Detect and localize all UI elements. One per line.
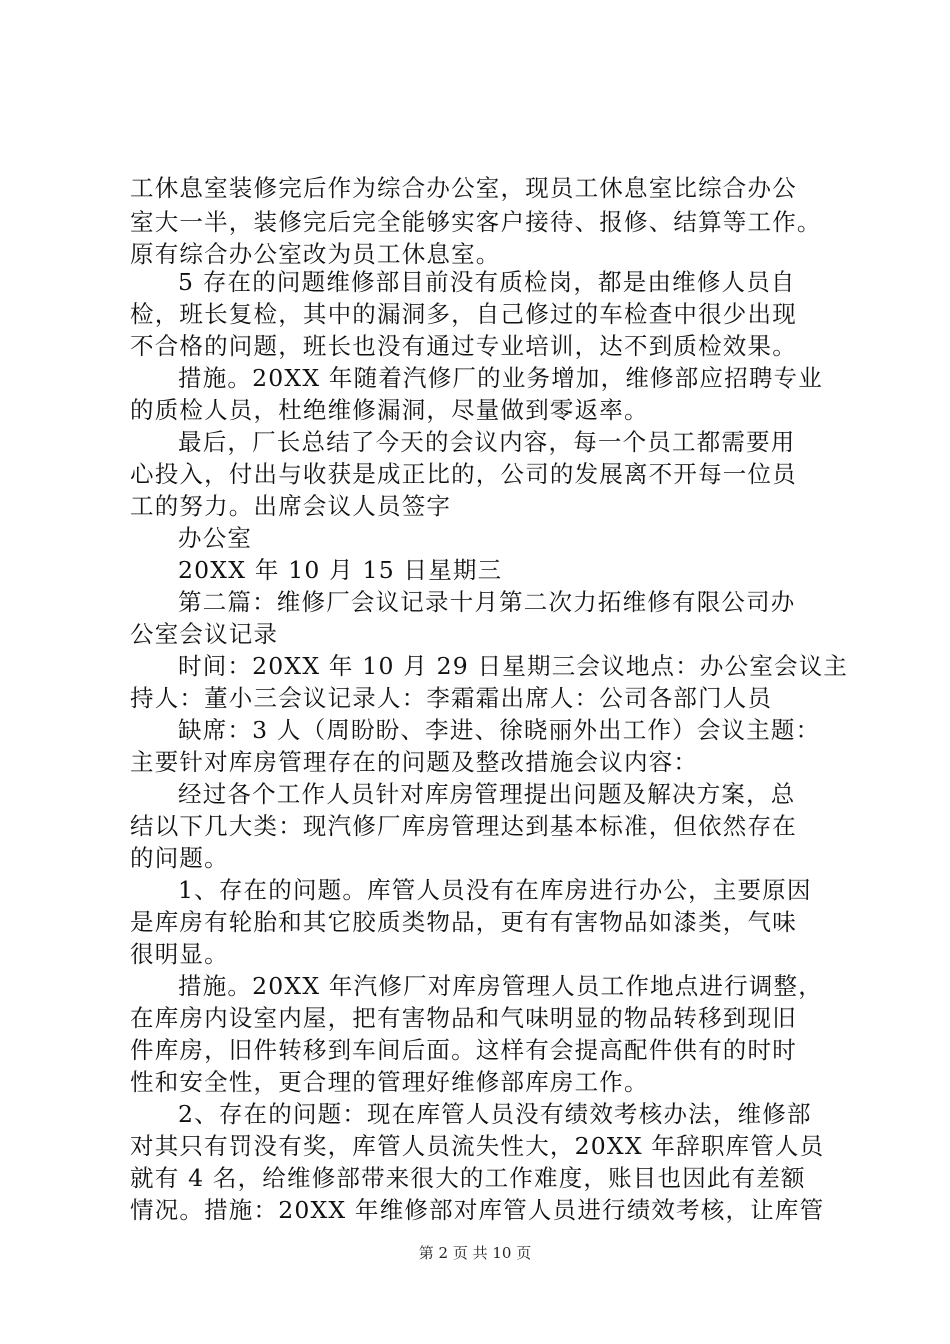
text-line: 在库房内设室内屋，把有害物品和气味明显的物品转移到现旧	[130, 1004, 797, 1032]
page-number: 第 2 页 共 10 页	[418, 1244, 532, 1262]
text-line: 结以下几大类：现汽修厂库房管理达到基本标准，但依然存在	[130, 812, 797, 840]
text-line: 措施。20XX 年汽修厂对库房管理人员工作地点进行调整，	[178, 972, 823, 1000]
text-line: 就有 4 名，给维修部带来很大的工作难度，账目也因此有差额	[130, 1164, 806, 1192]
text-line: 5 存在的问题维修部目前没有质检岗，都是由维修人员自	[178, 268, 796, 296]
text-line: 的问题。	[130, 844, 229, 872]
text-line: 情况。措施：20XX 年维修部对库管人员进行绩效考核，让库管	[130, 1196, 825, 1224]
text-line: 主要针对库房管理存在的问题及整改措施会议内容：	[130, 748, 699, 776]
text-line: 措施。20XX 年随着汽修厂的业务增加，维修部应招聘专业	[178, 364, 823, 392]
text-line: 很明显。	[130, 940, 229, 968]
text-line: 最后，厂长总结了今天的会议内容，每一个员工都需要用	[178, 428, 796, 456]
text-line: 时间：20XX 年 10 月 29 日星期三会议地点：办公室会议主	[178, 652, 849, 680]
text-line: 对其只有罚没有奖，库管人员流失性大，20XX 年辞职库管人员	[130, 1132, 825, 1160]
text-line: 的质检人员，杜绝维修漏洞，尽量做到零返率。	[130, 396, 649, 424]
text-line: 1、存在的问题。库管人员没有在库房进行办公，主要原因	[178, 876, 812, 904]
text-line: 性和安全性，更合理的管理好维修部库房工作。	[130, 1068, 649, 1096]
text-line: 经过各个工作人员针对库房管理提出问题及解决方案，总	[178, 780, 796, 808]
text-line: 不合格的问题，班长也没有通过专业培训，达不到质检效果。	[130, 332, 797, 360]
text-line: 工休息室装修完后作为综合办公室，现员工休息室比综合办公	[130, 174, 797, 202]
text-line: 办公室	[178, 524, 253, 552]
text-line: 20XX 年 10 月 15 日星期三	[178, 556, 503, 584]
text-line: 工的努力。出席会议人员签字	[130, 492, 452, 520]
text-line: 2、存在的问题：现在库管人员没有绩效考核办法，维修部	[178, 1100, 812, 1128]
section-heading: 第二篇：维修厂会议记录十月第二次力拓维修有限公司办	[178, 588, 796, 616]
text-line: 心投入，付出与收获是成正比的，公司的发展离不开每一位员	[130, 460, 797, 488]
text-line: 件库房，旧件转移到车间后面。这样有会提高配件供有的时时	[130, 1036, 797, 1064]
text-line: 缺席：3 人（周盼盼、李进、徐晓丽外出工作）会议主题：	[178, 716, 821, 744]
text-line: 是库房有轮胎和其它胶质类物品，更有有害物品如漆类，气味	[130, 908, 797, 936]
text-line: 室大一半，装修完后完全能够实客户接待、报修、结算等工作。	[130, 208, 822, 236]
text-line: 检，班长复检，其中的漏洞多，自己修过的车检查中很少出现	[130, 300, 797, 328]
section-heading: 公室会议记录	[130, 620, 279, 648]
text-line: 持人：董小三会议记录人：李霜霜出席人：公司各部门人员	[130, 684, 773, 712]
text-line: 原有综合办公室改为员工休息室。	[130, 240, 501, 268]
